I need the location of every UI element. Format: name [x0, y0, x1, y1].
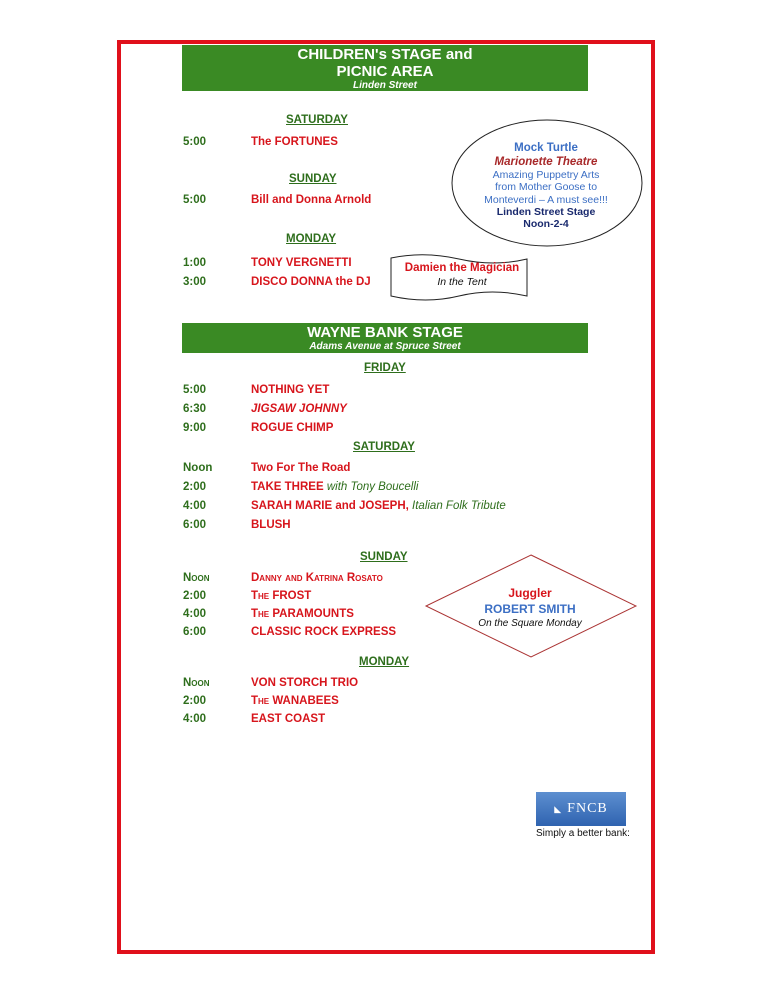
day-heading-monday: MONDAY [286, 233, 337, 245]
act-title: TAKE THREE [251, 481, 324, 493]
time-slot: 4:00 [183, 500, 207, 512]
act-name: EAST COAST [251, 713, 326, 725]
act-name: ROGUE CHIMP [251, 422, 334, 434]
act-name: VON STORCH TRIO [251, 677, 359, 689]
fncb-tagline: Simply a better bank: [536, 828, 630, 839]
act-name: The FROST [251, 590, 312, 602]
time-slot: 6:30 [183, 403, 207, 415]
act-title: SARAH MARIE and JOSEPH, [251, 500, 409, 512]
childrens-stage-location: Linden Street [353, 80, 417, 91]
childrens-stage-banner [182, 45, 588, 91]
time-slot: 6:00 [183, 626, 207, 638]
time-slot: 4:00 [183, 608, 207, 620]
wayne-bank-stage-title: WAYNE BANK STAGE [307, 324, 463, 341]
mock-turtle-name: Mock Turtle [514, 142, 578, 154]
act-name: TONY VERGNETTI [251, 257, 352, 269]
time-slot: 9:00 [183, 422, 207, 434]
act-name: The WANABEES [251, 695, 339, 707]
mock-turtle-callout [458, 141, 634, 230]
time-slot: 2:00 [183, 590, 207, 602]
time-slot: 2:00 [183, 481, 207, 493]
time-slot: Noon [183, 572, 210, 584]
juggler-title: Juggler [508, 586, 552, 600]
act-name: Danny and Katrina Rosato [251, 572, 383, 584]
juggler-name: ROBERT SMITH [484, 602, 576, 616]
act-name: CLASSIC ROCK EXPRESS [251, 626, 397, 638]
time-slot: 2:00 [183, 695, 207, 707]
act-name: Two For The Road [251, 462, 351, 474]
time-slot: 3:00 [183, 276, 207, 288]
time-slot: 6:00 [183, 519, 207, 531]
marionette-theatre-name: Marionette Theatre [494, 156, 598, 168]
day-heading-friday: FRIDAY [364, 362, 406, 374]
act-name: The PARAMOUNTS [251, 608, 354, 620]
time-slot: 5:00 [183, 194, 207, 206]
day-heading-sunday: SUNDAY [289, 173, 337, 185]
day-heading-saturday: SATURDAY [353, 441, 415, 453]
magician-callout [396, 262, 528, 288]
act-name: JIGSAW JOHNNY [251, 403, 347, 415]
act-name: Bill and Donna Arnold [251, 194, 372, 206]
act-name: DISCO DONNA the DJ [251, 276, 371, 288]
act-note: with Tony Boucelli [326, 481, 419, 493]
wayne-bank-stage-location: Adams Avenue at Spruce Street [309, 341, 461, 352]
mock-turtle-desc-1: Amazing Puppetry Arts [492, 169, 600, 181]
mock-turtle-time: Noon-2-4 [523, 218, 569, 231]
act-note: Italian Folk Tribute [412, 500, 506, 512]
time-slot: 1:00 [183, 257, 207, 269]
day-heading-saturday: SATURDAY [286, 114, 348, 126]
childrens-stage-title-2: PICNIC AREA [336, 63, 434, 80]
fncb-logo-text: FNCB [567, 801, 608, 816]
wayne-bank-stage-banner [182, 323, 588, 353]
act-name: NOTHING YET [251, 384, 330, 396]
childrens-stage-title-1: CHILDREN's STAGE and [297, 46, 473, 63]
act-name: The FORTUNES [251, 136, 338, 148]
time-slot: 5:00 [183, 384, 207, 396]
fncb-logo [536, 792, 626, 826]
time-slot: 5:00 [183, 136, 207, 148]
day-heading-monday: MONDAY [359, 656, 410, 668]
time-slot: Noon [183, 677, 210, 689]
time-slot: 4:00 [183, 713, 207, 725]
mock-turtle-desc-3: Monteverdi – A must see!!! [484, 193, 608, 206]
day-heading-sunday: SUNDAY [360, 551, 408, 563]
juggler-callout [445, 586, 615, 629]
act-name: BLUSH [251, 519, 291, 531]
mock-turtle-desc-2: from Mother Goose to [494, 181, 598, 194]
juggler-subtitle: On the Square Monday [478, 618, 582, 629]
act-name [251, 500, 506, 512]
fncb-mark-icon: ◣ [554, 803, 563, 814]
magician-subtitle: In the Tent [437, 276, 487, 288]
mock-turtle-stage: Linden Street Stage [496, 205, 596, 218]
act-name [251, 481, 418, 493]
magician-title: Damien the Magician [404, 262, 520, 274]
time-slot: Noon [183, 462, 213, 474]
